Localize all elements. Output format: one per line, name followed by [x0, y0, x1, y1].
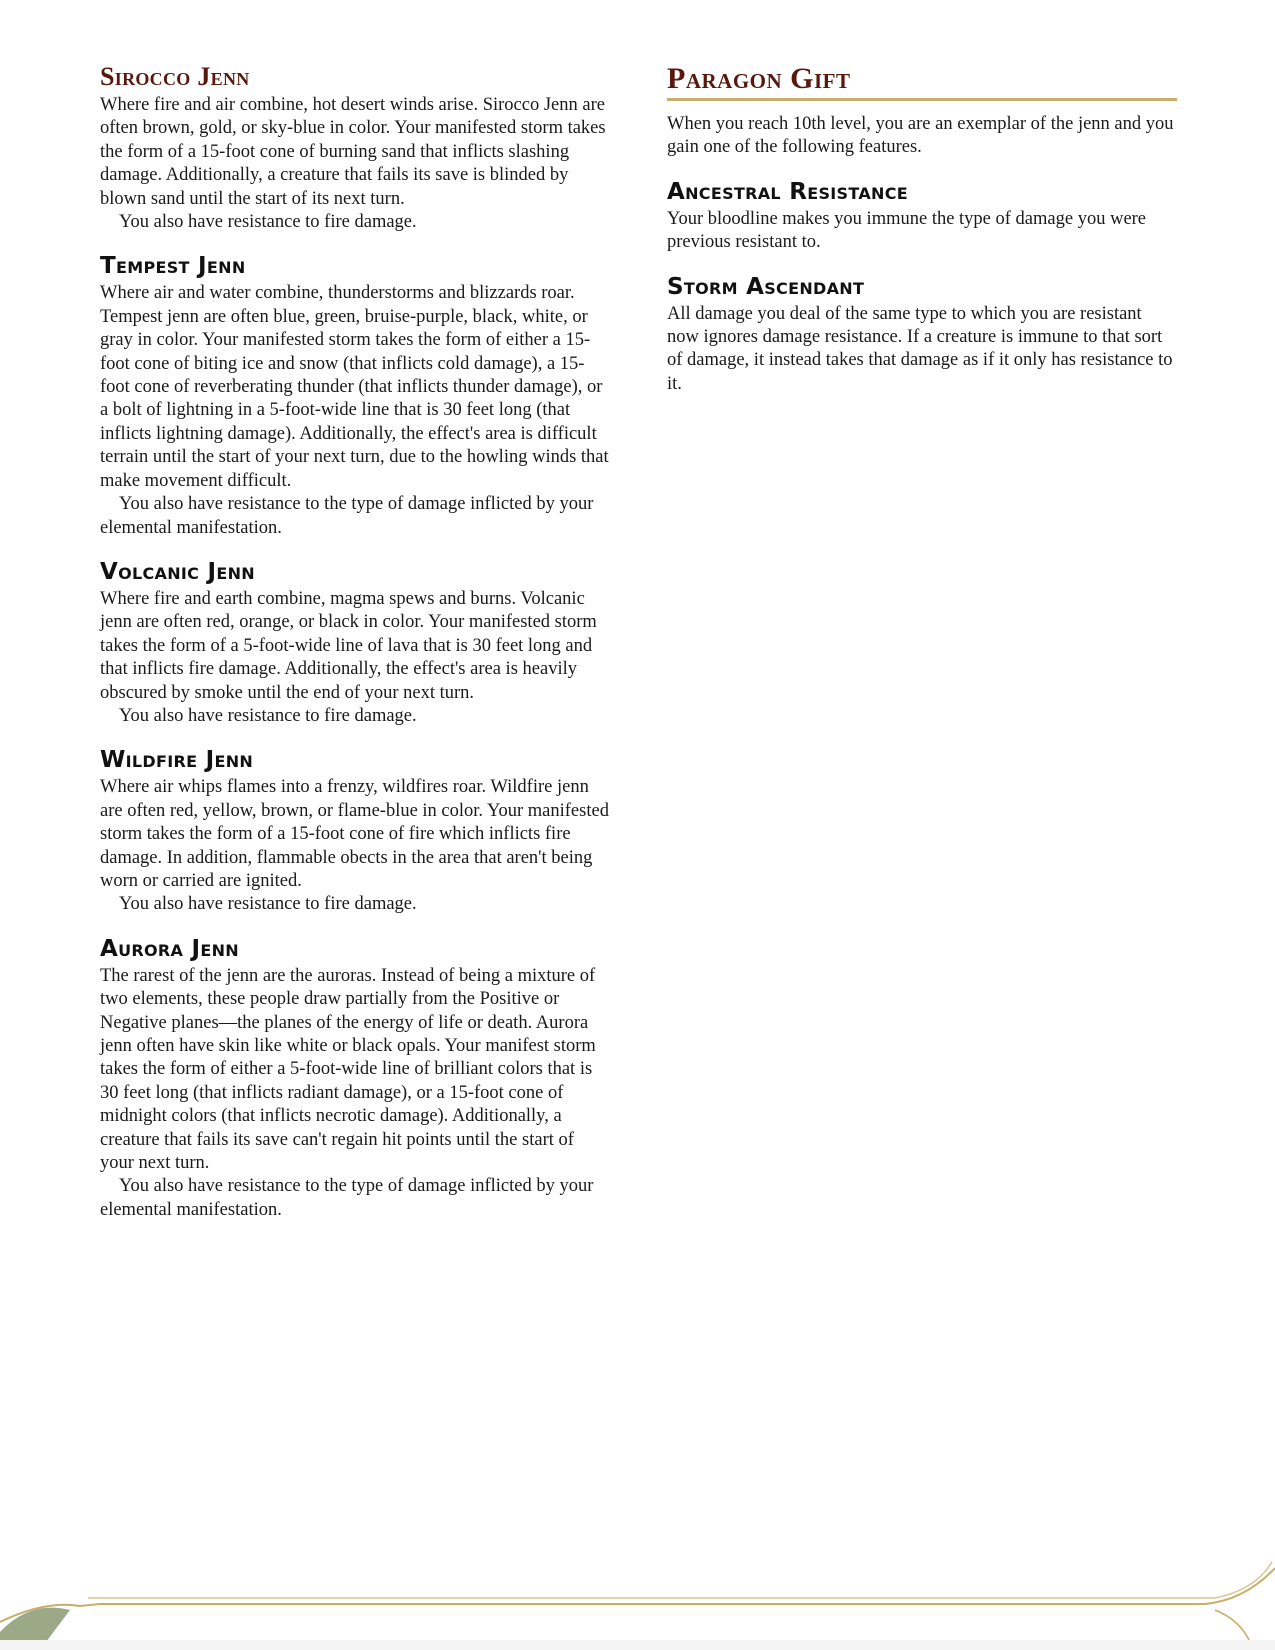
paragon-gift-intro: When you reach 10th level, you are an exemplar of the jenn and you gain one of the following features.	[667, 114, 1174, 158]
section-title: Volcanic Jenn	[100, 558, 255, 585]
section-paragraph: The rarest of the jenn are the auroras. Instead of being a mixture of two elements, these people draw partially from the Positive or Negative planes—the planes of the energy of life or death. Aurora jenn often have skin like white or black opals. Your manifest storm takes the form of either a 5-foot-wide line of brilliant colors that is 30 feet long (that inflicts radiant damage), or a 15-foot cone of midnight colors (that inflicts necrotic damage). Additionally, a creature that fails its save can't regain hit points until the start of your next turn.	[100, 965, 596, 1174]
paragon-gift-heading: Paragon Gift	[667, 62, 851, 95]
section-paragraph: You also have resistance to fire damage.	[119, 705, 417, 726]
page-footer-ornament	[0, 1560, 1275, 1650]
section-tempest-jenn	[100, 252, 610, 539]
section-title: Sirocco Jenn	[100, 62, 250, 91]
section-paragraph: Where fire and earth combine, magma spews and burns. Volcanic jenn are often red, orange, or black in color. Your manifested storm takes the form of a 5-foot-wide line of lava that is 30 feet long and that inflicts fire damage. Additionally, the effect's area is heavily obscured by smoke until the end of your next turn.	[100, 588, 597, 703]
feature-title: Storm Ascendant	[667, 273, 865, 300]
section-title: Tempest Jenn	[100, 253, 246, 280]
heading-underline	[667, 98, 1177, 101]
feature-text: All damage you deal of the same type to which you are resistant now ignores damage resistance. If a creature is immune to that sort of damage, it instead takes that damage as if it only has resistance to it.	[667, 303, 1173, 394]
section-paragraph: Where air and water combine, thunderstorms and blizzards roar. Tempest jenn are often blue, green, bruise-purple, black, white, or gray in color. Your manifested storm takes the form of either a 15-foot cone of biting ice and snow (that inflicts cold damage), a 15-foot cone of reverberating thunder (that inflicts thunder damage), or a bolt of lightning in a 5-foot-wide line that is 30 feet long (that inflicts lightning damage). Additionally, the effect's area is difficult terrain until the start of your next turn, due to the howling winds that make movement difficult.	[100, 283, 609, 491]
feature-text: Your bloodline makes you immune the type of damage you were previous resistant to.	[667, 208, 1147, 253]
section-paragraph: You also have resistance to the type of damage inflicted by your elemental manifestation.	[100, 494, 594, 538]
section-paragraph: Where fire and air combine, hot desert winds arise. Sirocco Jenn are often brown, gold, or sky-blue in color. Your manifested storm takes the form of a 15-foot cone of burning sand that inflicts slashing damage. Additionally, a creature that fails its save is blinded by blown sand until the start of its next turn.	[100, 95, 606, 209]
feature-ancestral-resistance	[667, 178, 1177, 255]
section-title: Aurora Jenn	[100, 935, 239, 962]
footer-gold-line-inner	[88, 1562, 1272, 1598]
right-column	[667, 62, 1177, 414]
section-volcanic-jenn	[100, 558, 610, 728]
section-aurora-jenn	[100, 935, 610, 1222]
left-column	[100, 62, 610, 1240]
section-paragraph: You also have resistance to the type of damage inflicted by your elemental manifestation.	[100, 1176, 594, 1220]
section-paragraph: Where air whips flames into a frenzy, wildfires roar. Wildfire jenn are often red, yellow, brown, or flame-blue in color. Your manifested storm takes the form of a 15-foot cone of fire which inflicts fire damage. In addition, flammable obects in the area that aren't being worn or carried are ignited.	[100, 777, 609, 891]
paragon-gift-intro-section	[667, 113, 1177, 160]
section-paragraph: You also have resistance to fire damage.	[119, 212, 417, 233]
feature-title: Ancestral Resistance	[667, 178, 908, 205]
footer-gold-line	[0, 1568, 1275, 1622]
section-wildfire-jenn	[100, 746, 610, 916]
feature-storm-ascendant	[667, 273, 1177, 397]
section-paragraph: You also have resistance to fire damage.	[119, 894, 417, 915]
section-title: Wildfire Jenn	[100, 747, 254, 774]
section-sirocco-jenn	[100, 62, 610, 234]
footer-bottom-band	[0, 1640, 1275, 1650]
footer-right-flourish	[1215, 1610, 1250, 1642]
